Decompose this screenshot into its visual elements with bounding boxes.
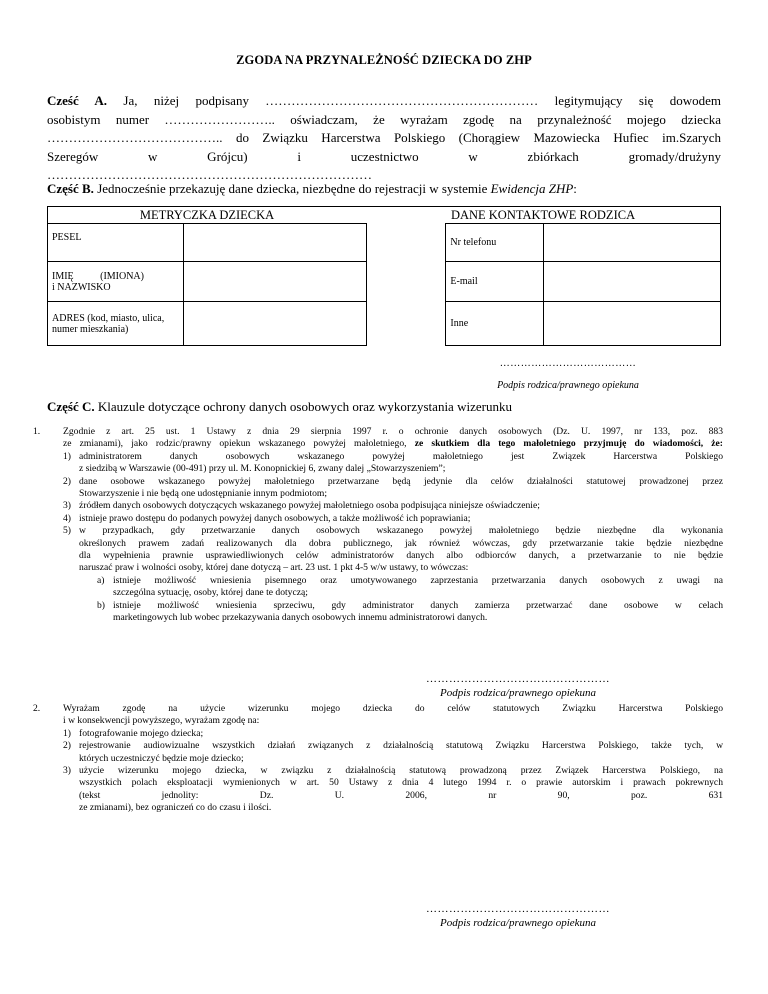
list-item [63,451,723,476]
phone-field[interactable] [544,224,721,262]
address-label: ADRES (kod, miasto, ulica, numer mieszkania) [48,302,184,346]
registration-table [47,206,721,346]
name-label: IMIĘ (IMIONA) i NAZWISKO [48,262,184,302]
clause-1-items [63,451,723,575]
list-item [63,575,723,600]
part-c-heading: Część C. Klauzule dotyczące ochrony danych osobowych oraz wykorzystania wizerunku [47,399,512,414]
table-header-parent: DANE KONTAKTOWE RODZICA [366,207,720,224]
list-item [63,500,723,512]
signature-block-c2 [418,903,618,929]
part-b-label: Część B. [47,181,94,196]
signature-caption: Podpis rodzica/prawnego opiekuna [439,917,597,929]
pesel-field[interactable] [183,224,366,262]
list-item-line: istnieje możliwość wniesienia sprzeciwu, gdy administrator danych zamierza przetwarzać dane osobowe w celach [113,599,723,611]
part-b-system: Ewidencja ZHP [490,181,574,196]
list-item-number: 2) [63,475,71,487]
part-a-line-2: osobistym numer …………………….. oświadczam, że wyrażam zgodę na przynależność mojego dziecka [47,111,721,127]
part-b: Część B. Jednocześnie przekazuję dane dziecka, niezbędne do rejestracji w systemie Ewidencja ZHP: [47,181,577,196]
clause-2-body: Wyrażam zgodę na użycie wizerunku mojego dziecka do celów statutowych Związku Harcerstwa Polskiego i w konsekwencji powyższego, wyrażam zgodę na: 1) fotografowanie mojego dziecka; 2) rejestrowanie audiowizualne wszystkich działań związanych z działalnością statutową Związku Harcerstwa Polskiego, także tych, w których uczestniczyć będzie moje dziecko; 3) użycie wizerunku mojego dziecka, w związku z działalnością statutową prowadzoną przez Związek Harcerstwa Polskiego, na wszystkich polach eksploatacji wymienionych w art. 50 Ustawy z dnia 4 lutego 1994 r. o prawie autorskim i prawach pokrewnych (tekst jednolity: Dz. U. 2006, nr 90, poz. 631 ze zmianami), bez ograniczeń co do czasu i ilości. [63,703,723,814]
list-item-line: których uczestniczyć będzie moje dziecko; [79,752,244,764]
list-item-number: 3) [63,765,71,777]
list-item-line: istnieje możliwość wniesienia pisemnego oraz umotywowanego zaprzestania przetwarzania danych osobowych z uwagi na [113,574,723,586]
signature-line: ………………………………………… [426,903,610,915]
list-item-number: 2) [63,740,71,752]
pesel-label: PESEL [48,224,184,262]
list-item-line: szczególna sytuację, osoby, której dane te dotyczą; [113,587,308,599]
phone-label: Nr telefonu [446,224,544,262]
list-item-line: Stowarzyszenie i nie będą one udostępnianie innym podmiotom; [79,488,328,500]
list-item-line: naruszać praw i wolności osoby, której dane dotyczą – art. 23 ust. 1 pkt 4-5 w/w ustawy, to wówczas: [79,562,469,574]
name-field[interactable] [183,262,366,302]
list-item [63,476,723,501]
list-item [63,513,723,525]
address-field[interactable] [183,302,366,346]
list-item-line: z siedzibą w Warszawie (00-491) przy ul. M. Konopnickiej 6, zwany dalej „Stowarzyszeniem”; [79,463,446,475]
table-spacer [366,302,446,346]
signature-block-b [468,358,668,391]
list-item [63,600,723,625]
part-b-text: Jednocześnie przekazuję dane dziecka, niezbędne do rejestracji w systemie [97,181,488,196]
other-label: Inne [446,302,544,346]
list-item-line: ze zmianami), bez ograniczeń co do czasu i ilości. [79,802,272,814]
list-item-number: 1) [63,450,71,462]
list-item-line: fotografowanie mojego dziecka; [79,727,204,739]
list-item-line: wszystkich polach eksploatacji wymienionych w art. 50 Ustawy z dnia 4 lutego 1994 r. o prawie autorskim i prawach pokrewnych [79,777,723,789]
list-item-number: a) [97,574,105,586]
part-a-label: Cześć A. [47,93,108,108]
list-item-line: istnieje prawo dostępu do podanych powyżej danych osobowych, a także możliwość ich poprawiania; [79,512,471,524]
table-spacer [366,224,446,262]
list-item-line: użycie wizerunku mojego dziecka, w związku z działalnością statutową prowadzoną przez Związek Harcerstwa Polskiego, na [79,765,723,777]
list-item-line: administratorem danych osobowych wskazanego powyżej małoletniego jest Związek Harcerstwa Polskiego [79,450,723,462]
list-item-number: 1) [63,727,71,739]
clause-1-body: Zgodnie z art. 25 ust. 1 Ustawy z dnia 29 sierpnia 1997 r. o ochronie danych osobowych (Dz. U. 1997, nr 133, poz. 883 ze zmianami), jako rodzic/prawny opiekun wskazanego powyżej małoletniego, ze skutkiem dla tego małoletniego przyjmuję do wiadomości, że: 1) administratorem danych osobowych wskazanego powyżej małoletniego jest Związek Harcerstwa Polskiego z siedzibą w Warszawie (00-491) przy ul. M. Konopnickiej 6, zwany dalej „Stowarzyszeniem”; 2) dane osobowe wskazanego powyżej małoletniego przetwarzane będą jedynie dla celów działalności statutowej prowadzonej przez Stowarzyszenie i nie będą one udostępnianie innym podmiotom; 3) źródłem danych osobowych dotyczących wskazanego powyżej małoletniego osoba podpisująca niniejsze oświadczenie; 4) istnieje prawo dostępu do podanych powyżej danych osobowych, a także możliwość ich poprawiania; 5) w przypadkach, gdy przetwarzanie danych osobowych wskazanego powyżej małoletniego będzie niezbędne dla wykonania określonych prawem zadań realizowanych dla dobra publicznego, jak również wówczas, gdy przetwarzanie takie będzie niezbędne dla wypełnienia prawnie usprawiedliwionych celów administratorów danych albo odbiorców danych, a przetwarzanie to nie będzie naruszać praw i wolności osoby, której dane dotyczą – art. 23 ust. 1 pkt 4-5 w/w ustawy, to wówczas: a) istnieje możliwość wniesienia pisemnego oraz umotywowanego zaprzestania przetwarzania danych osobowych z uwagi na szczególna sytuację, osoby, której dane te dotyczą; b) istnieje możliwość wniesienia sprzeciwu, gdy administrator danych zamierza przetwarzać dane osobowe w celach marketingowych lub wobec przekazywania danych osobowych innemu administratorowi danych. [63,426,723,624]
signature-line: ………………………………… [499,358,637,369]
email-field[interactable] [544,262,721,302]
signature-line: ………………………………………… [426,673,610,685]
list-item-number: 3) [63,500,71,512]
list-item-line: określonych prawem zadań realizowanych dla dobra publicznego, jak również wówczas, gdy przetwarzanie takie będzie niezbędne [79,537,723,549]
part-a-line-5: ………………………………………………………………… [47,167,372,182]
list-item-number: 5) [63,525,71,537]
table-header-child: METRYCZKA DZIECKA [48,207,367,224]
list-item [63,525,723,575]
other-field[interactable] [544,302,721,346]
table-spacer [366,262,446,302]
list-item-line: dane osobowe wskazanego powyżej małoletniego przetwarzane będą jedynie dla celów działalności statutowej prowadzonej przez [79,475,723,487]
document-title: ZGODA NA PRZYNALEŻNOŚĆ DZIECKA DO ZHP [236,53,532,67]
clause-1-number: 1. [33,426,41,437]
list-item-line: (tekst jednolity: Dz. U. 2006, nr 90, poz. 631 [79,789,723,801]
signature-block-c1 [418,673,618,699]
signature-caption: Podpis rodzica/prawnego opiekuna [439,687,597,699]
part-a [47,92,721,185]
part-c-label: Część C. [47,399,95,414]
clause-2-number: 2. [33,703,41,714]
email-label: E-mail [446,262,544,302]
list-item-line: w przypadkach, gdy przetwarzanie danych osobowych wskazanego powyżej małoletniego będzie niezbędne dla wykonania [79,525,723,537]
part-a-line-1: Cześć A. Ja, niżej podpisany ……………………………………………………… legitymujący się dowodem [47,93,721,108]
part-a-line-4: Szeregów w Grójcu) i uczestnictwo w zbiórkach gromady/drużyny [47,148,721,164]
clause-1-subitems [63,575,723,625]
list-item-number: b) [97,599,105,611]
list-item-number: 4) [63,512,71,524]
signature-caption: Podpis rodzica/prawnego opiekuna [497,380,639,391]
clause-2-items [63,728,723,815]
part-a-line-3: ………………………………….. do Związku Harcerstwa Polskiego (Chorągiew Mazowiecka Hufiec im.Szarych [47,130,721,145]
list-item-line: dla wypełnienia prawnie usprawiedliwionych celów administratorów danych albo odbiorców danych, a przetwarzanie to nie będzie [79,550,723,562]
list-item-line: rejestrowanie audiowizualne wszystkich działań związanych z działalnością statutową Związku Harcerstwa Polskiego, także tych, w [79,740,723,752]
list-item-line: marketingowych lub wobec przekazywania danych osobowych innemu administratorowi danych. [113,612,488,624]
list-item-line: źródłem danych osobowych dotyczących wskazanego powyżej małoletniego osoba podpisująca niniejsze oświadczenie; [79,500,540,512]
list-item [63,728,723,740]
list-item [63,740,723,765]
list-item [63,765,723,815]
